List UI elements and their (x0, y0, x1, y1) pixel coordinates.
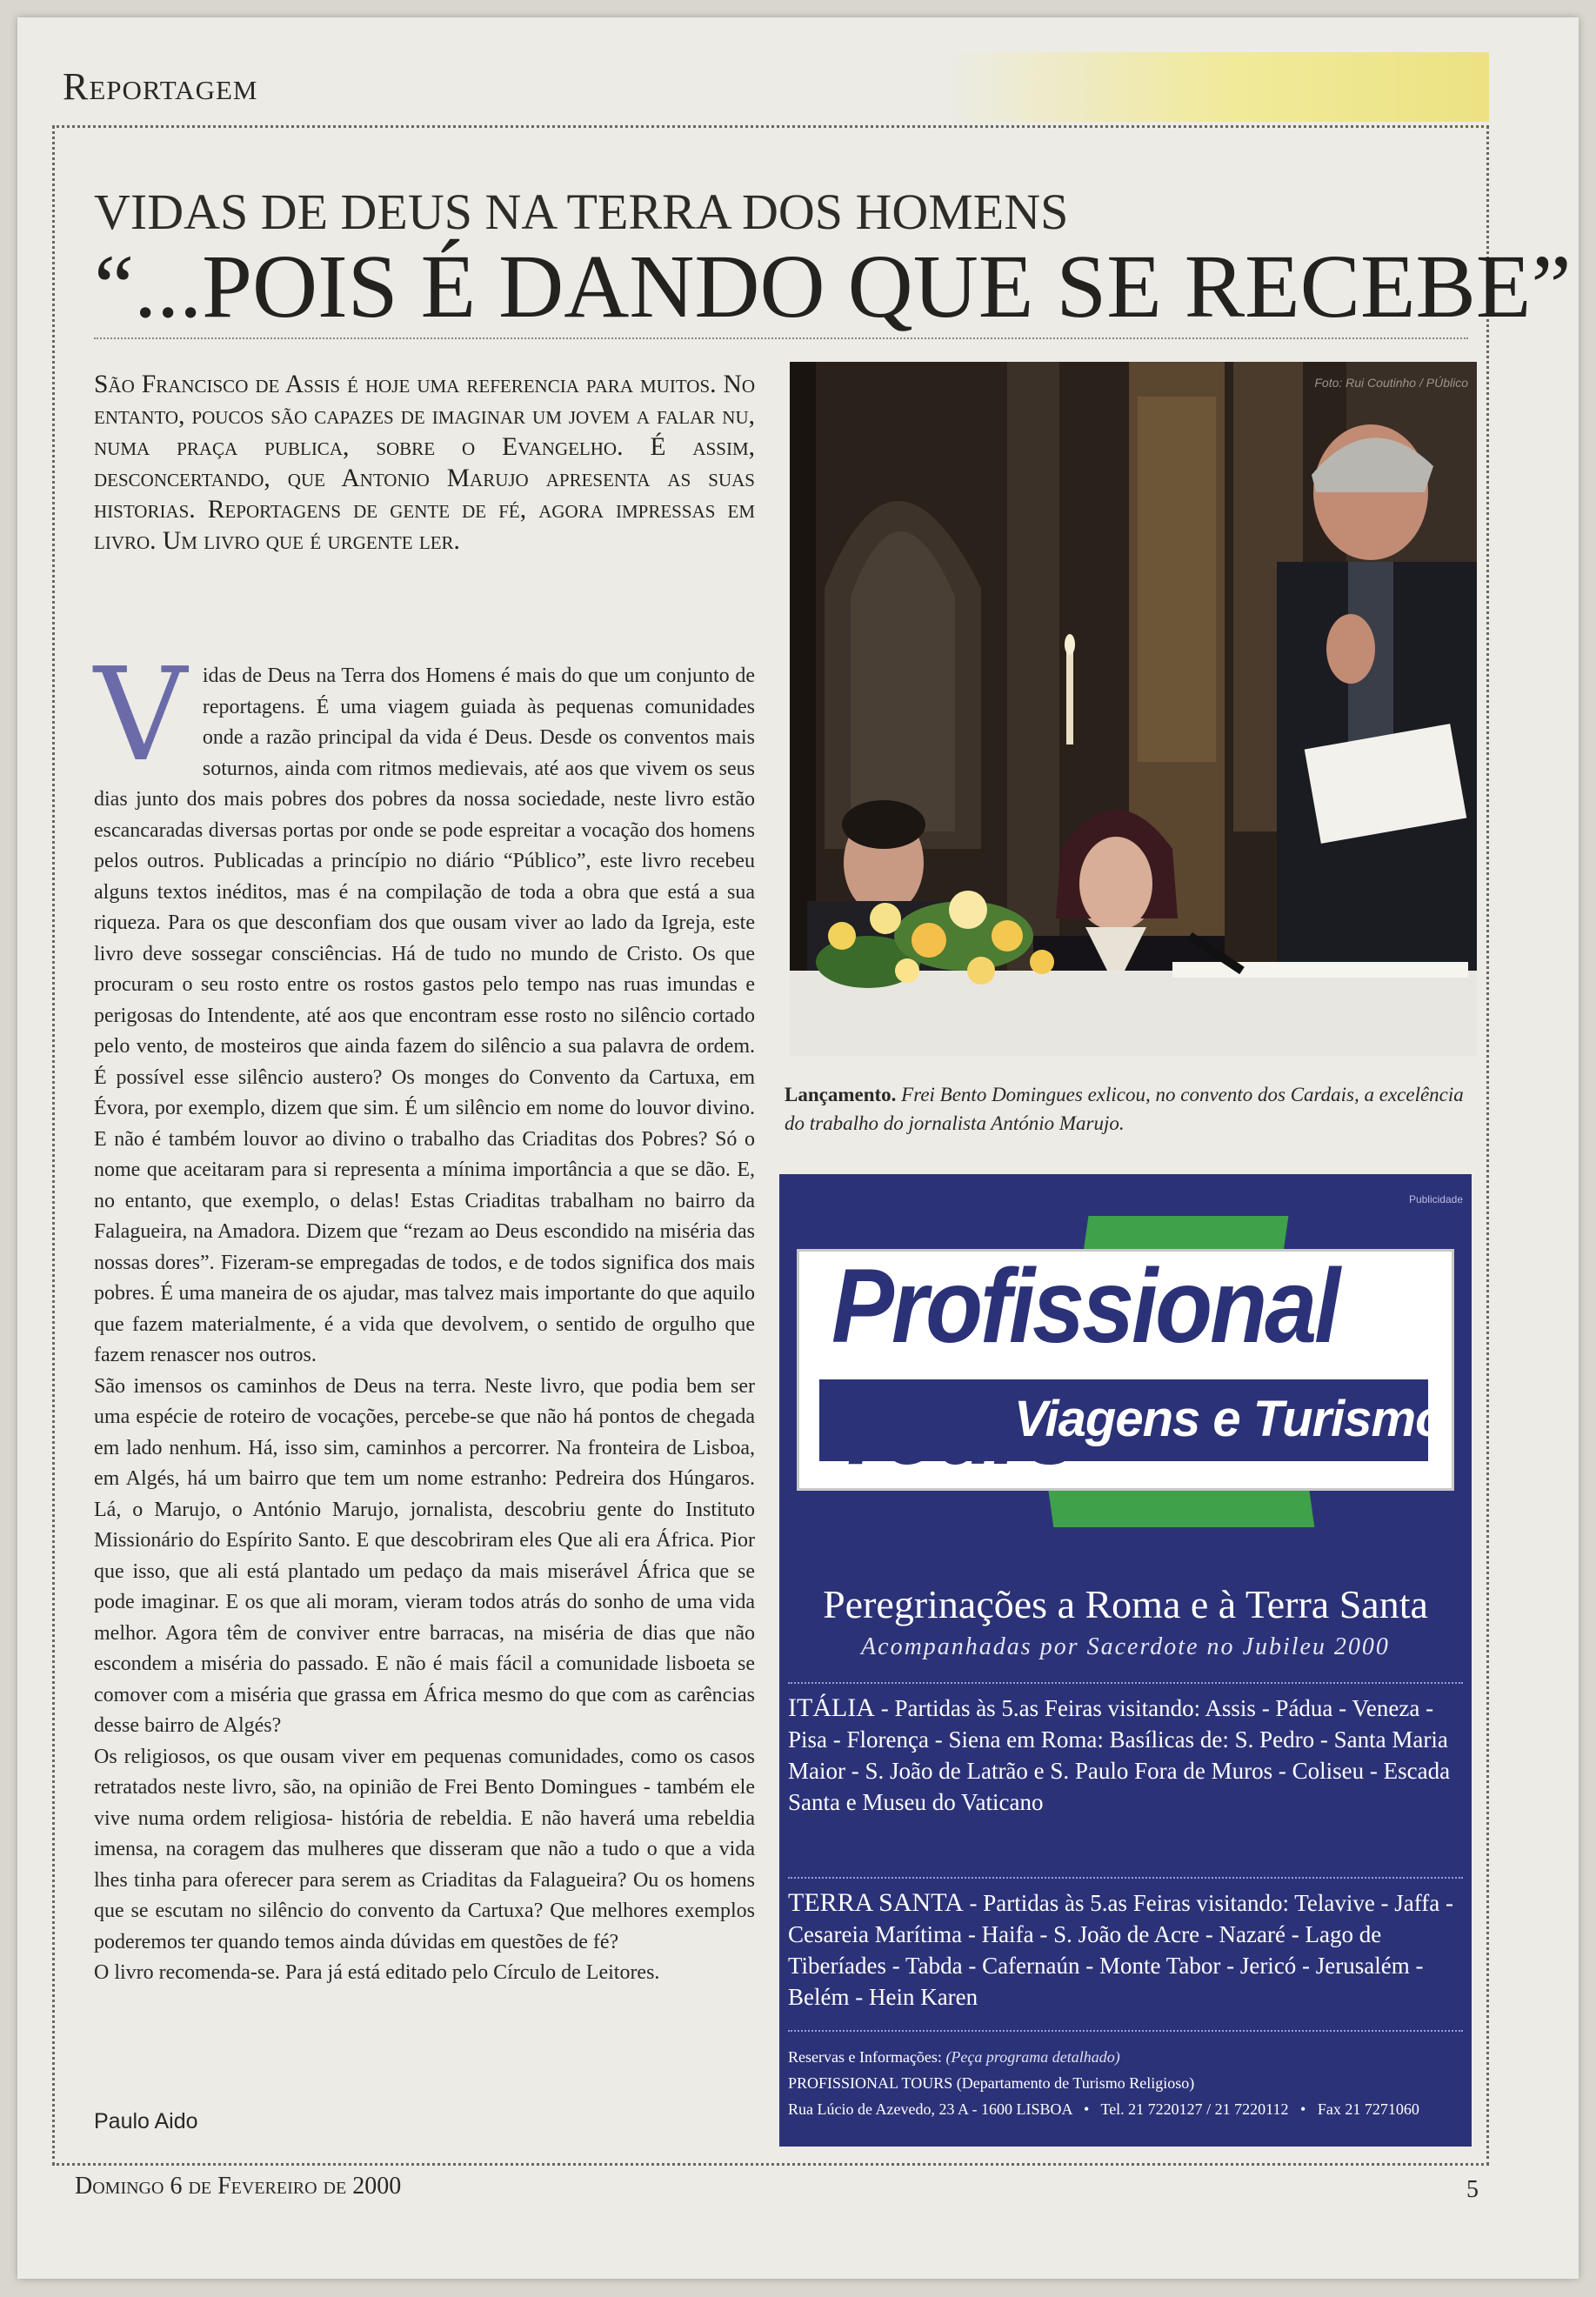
photo-caption (785, 1080, 1480, 1138)
article-byline: Paulo Aido (94, 2109, 198, 2133)
caption-text: Frei Bento Domingues exlicou, no convento dos Cardais, a excelência do trabalho do jornalista António Marujo. (785, 1084, 1464, 1134)
photo-illustration (790, 362, 1477, 1056)
ad-divider (788, 2030, 1463, 2032)
ad-italia-block (788, 1693, 1458, 1818)
article-headline: “...POIS É DANDO QUE SE RECEBE” (94, 237, 1572, 337)
headline-rule (94, 337, 1468, 339)
ad-contact-label: Reservas e Informações: (788, 2048, 942, 2066)
ad-address-line: Rua Lúcio de Azevedo, 23 A - 1600 LISBOA • Tel. 21 7220127 / 21 7220112 • Fax 21 7271060 (788, 2100, 1419, 2118)
ad-fax: Fax 21 7271060 (1317, 2100, 1419, 2118)
article-body (94, 640, 755, 1989)
ad-terra-block (788, 1887, 1458, 2013)
ad-divider (788, 1877, 1463, 1879)
ad-italia-title: ITÁLIA (788, 1693, 875, 1722)
article-paragraph (94, 640, 755, 1372)
ad-tagline: Acompanhadas por Sacerdote no Jubileu 2000 (861, 1633, 1390, 1660)
article-paragraph: O livro recomenda-se. Para já está editado pelo Círculo de Leitores. (94, 1961, 660, 1984)
ad-terra-title: TERRA SANTA (788, 1888, 964, 1917)
article-lede: São Francisco de Assis é hoje uma referencia para muitos. No entanto, poucos são capazes de imaginar um jovem a falar nu, numa praça publica, sobre o Evangelho. É assim, desconcertando, que Antonio Marujo apresenta as suas historias. Reportagens de gente de fé, agora impressas em livro. Um livro que é urgente ler. (94, 371, 755, 555)
brand-logo (779, 1174, 1472, 1557)
ad-tag: Publicidade (1408, 1193, 1463, 1205)
article-paragraph: São imensos os caminhos de Deus na terra. Neste livro, que podia bem ser uma espécie de roteiro de vocações, percebe-se que não há pontos de chegada em lado nenhum. Há, isso sim, caminhos a percorrer. Na fronteira de Lisboa, em Algés, há um bairro que tem um nome estranho: Pedreira dos Húngaros. Lá, o Marujo, o António Marujo, jornalista, descobriu gente do Instituto Missionário do Espírito Santo. E que descobriram eles Que ali era África. Pior que isso, que ali está plantado um pedaço da mais miserável África que se pode imaginar. E os que ali moram, vieram todos atrás do sonho de uma vida melhor. Agora têm de conviver entre barracas, na miséria de dias que não escondem a miséria do passado. E não é mais fácil a comunidade lisboeta se comover com a miséria que grassa em África mesmo do que com as carências desse bairro de Algés? (94, 1374, 755, 1737)
article-kicker: VIDAS DE DEUS NA TERRA DOS HOMENS (94, 184, 1069, 240)
logo-subtitle: Viagens e Turismo (1014, 1391, 1446, 1447)
section-label: Reportagem (63, 65, 258, 108)
logo-brand-name: Profissional (831, 1246, 1339, 1365)
page-number: 5 (1466, 2176, 1479, 2203)
ad-italia-text: - Partidas às 5.as Feiras visitando: Assis - Pádua - Veneza - Pisa - Florença - Siena em Roma: Basílicas de: S. Pedro - Santa Maria Maior - S. João de Latrão e S. Paulo Fora de Muros - Coliseu - Escada Santa e Museu do Vaticano (788, 1695, 1451, 1815)
newspaper-page (17, 17, 1579, 2279)
ad-contacts (788, 2044, 1463, 2122)
caption-lead: Lançamento. (785, 1084, 897, 1105)
article-paragraph: Os religiosos, os que ousam viver em pequenas comunidades, como os casos retratados neste livro, são, na opinião de Frei Bento Domingues - também ele vive numa ordem religiosa- história de rebeldia. E não haverá uma rebeldia imensa, na coragem das mulheres que disseram que não a tudo o que a vida lhes tinha para oferecer para serem as Criaditas da Falagueira? Ou os homens que se escutam no silêncio do convento da Cartuxa? Que melhores exemplos poderemos ter quando temos ainda dúvidas em questões de fé? (94, 1745, 755, 1953)
ad-address: Rua Lúcio de Azevedo, 23 A - 1600 LISBOA (788, 2100, 1072, 2118)
drop-cap: V (94, 640, 187, 790)
section-band (54, 52, 1489, 122)
photo-credit: Foto: Rui Coutinho / PÚblico (1314, 376, 1468, 390)
ad-terra-text: - Partidas às 5.as Feiras visitando: Telavive - Jaffa - Cesareia Marítima - Haifa - S. João de Acre - Nazaré - Lago de Tiberíades - Tabda - Cafernaún - Monte Tabor - Jericó - Jerusalém - Belém - Hein Karen (788, 1890, 1454, 2010)
ad-phone: Tel. 21 7220127 / 21 7220112 (1100, 2100, 1289, 2118)
ad-headline: Peregrinações a Roma e à Terra Santa (823, 1582, 1428, 1626)
ad-contact-line (788, 2044, 1463, 2070)
advertisement[interactable] (779, 1174, 1472, 2147)
footer-date: Domingo 6 de Fevereiro de 2000 (75, 2173, 402, 2200)
article-paragraph-text: idas de Deus na Terra dos Homens é mais do que um conjunto de reportagens. É uma viagem guiada às pequenas comunidades onde a razão principal da vida é Deus. Desde os conventos mais soturnos, ainda com ritmos medievais, até aos que vivem os seus dias junto dos mais pobres dos pobres da nossa sociedade, neste livro estão escancaradas diversas portas por onde se pode espreitar a vocação dos homens pelos outros. Publicadas a princípio no diário “Público”, este livro recebeu alguns textos inéditos, mas é na compilação de toda a obra que está a sua riqueza. Para os que desconfiam dos que ousam viver ao lado da Igreja, este livro deve sossegar consciências. Há de tudo no mundo de Cristo. Os que procuram o seu rosto entre os rostos gastos pelo tempo nas ruas imundas e perigosas do Intendente, até aos que encontram esse rosto no silêncio cortado pelo vento, de mosteiros que ainda fazem do silêncio a sua palavra de ordem. É possível esse silêncio austero? Os monges do Convento da Cartuxa, em Évora, por exemplo, dizem que sim. É um silêncio em nome do louvor divino. E não é também louvor ao divino o trabalho das Criaditas dos Pobres? Só o nome que aceitaram para si representa a mínima importância a que se dão. E, no entanto, que exemplo, o delas! Estas Criaditas trabalham no bairro da Falagueira, na Amadora. Dizem que “rezam ao Deus escondido na miséria das nossas dores”. Fizeram-se empregadas de todos, e de todos significa dos mais pobres. É uma maneira de os ajudar, mas talvez mais importante do que aquilo que fazem materialmente, é a vida que devolvem, o sentido de orgulho que fazem renascer nos outros. (94, 664, 755, 1366)
ad-divider (788, 1682, 1463, 1684)
ad-company: PROFISSIONAL TOURS (Departamento de Turismo Religioso) (788, 2074, 1195, 2092)
ad-contact-hint: (Peça programa detalhado) (945, 2048, 1120, 2066)
event-photo (790, 362, 1477, 1056)
